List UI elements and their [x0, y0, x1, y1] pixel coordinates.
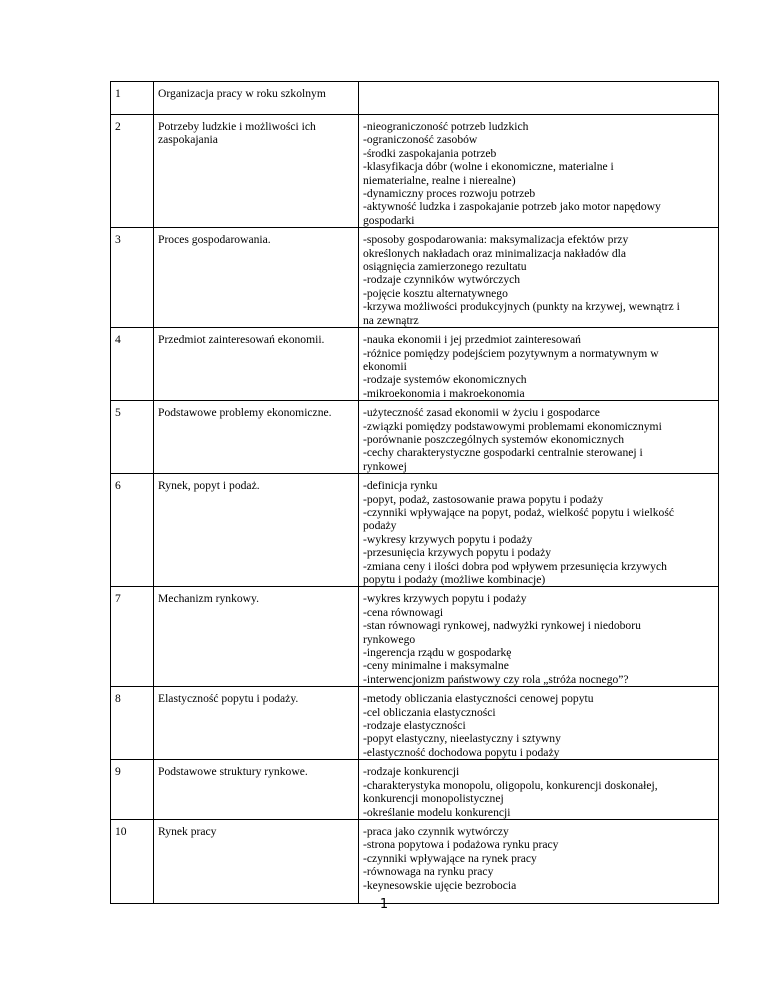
content-cell — [359, 328, 719, 401]
content-line: -klasyfikacja dóbr (wolne i ekonomiczne, materialne i — [363, 160, 614, 174]
content-line: podaży — [363, 519, 397, 533]
topic-title: Organizacja pracy w roku szkolnym — [158, 87, 326, 100]
content-line: gospodarki — [363, 213, 415, 227]
content-line: -rodzaje systemów ekonomicznych — [363, 373, 527, 387]
topic-cell — [154, 401, 359, 474]
content-line: rynkowego — [363, 632, 416, 646]
topic-cell — [154, 474, 359, 587]
content-line: -cechy charakterystyczne gospodarki centralnie sterowanej i — [363, 446, 643, 460]
content-line: popytu i podaży (możliwe kombinacje) — [363, 573, 546, 586]
row-number: 10 — [111, 819, 154, 903]
content-cell — [359, 587, 719, 687]
content-cell — [359, 474, 719, 587]
table-row — [111, 228, 719, 328]
row-number: 7 — [111, 587, 154, 687]
row-number: 3 — [111, 228, 154, 328]
content-line: określonych nakładach oraz minimalizacja nakładów dla — [363, 246, 627, 260]
row-number: 9 — [111, 760, 154, 820]
content-cell — [359, 687, 719, 760]
content-cell — [359, 82, 719, 115]
content-line: -definicja rynku — [363, 479, 438, 493]
row-number: 8 — [111, 687, 154, 760]
content-line: -związki pomiędzy podstawowymi problemami ekonomicznymi — [363, 419, 662, 433]
row-number: 6 — [111, 474, 154, 587]
content-line: -wykres krzywych popytu i podaży — [363, 592, 527, 606]
content-line: -ingerencja rządu w gospodarkę — [363, 646, 512, 660]
content-line: -wykresy krzywych popytu i podaży — [363, 532, 533, 546]
content-line: -elastyczność dochodowa popytu i podaży — [363, 745, 560, 759]
content-line: -keynesowskie ujęcie bezrobocia — [363, 878, 517, 892]
topic-cell — [154, 115, 359, 228]
table-row — [111, 587, 719, 687]
table-row — [111, 115, 719, 228]
topic-cell — [154, 819, 359, 903]
content-line: -ograniczoność zasobów — [363, 133, 478, 147]
table-row — [111, 328, 719, 401]
table-row — [111, 687, 719, 760]
content-line: niematerialne, realne i nierealne) — [363, 173, 516, 187]
content-line: -cel obliczania elastyczności — [363, 705, 496, 719]
row-number: 2 — [111, 115, 154, 228]
content-line: -różnice pomiędzy podejściem pozytywnym a normatywnym w — [363, 346, 659, 360]
content-line: -porównanie poszczególnych systemów ekonomicznych — [363, 432, 625, 446]
content-line: -charakterystyka monopolu, oligopolu, konkurencji doskonałej, — [363, 778, 658, 792]
row-number: 1 — [111, 82, 154, 115]
content-line: -pojęcie kosztu alternatywnego — [363, 286, 508, 300]
content-line: -aktywność ludzka i zaspokajanie potrzeb jako motor napędowy — [363, 200, 661, 214]
content-line: -sposoby gospodarowania: maksymalizacja efektów przy — [363, 233, 629, 247]
content-line: -dynamiczny proces rozwoju potrzeb — [363, 187, 536, 201]
table-row — [111, 82, 719, 115]
content-cell — [359, 819, 719, 903]
content-line: -przesunięcia krzywych popytu i podaży — [363, 546, 552, 560]
row-number: 5 — [111, 401, 154, 474]
topic-title: Przedmiot zainteresowań ekonomii. — [158, 333, 325, 347]
content-line: -krzywa możliwości produkcyjnych (punkty na krzywej, wewnątrz i — [363, 300, 680, 314]
content-line: na zewnątrz — [363, 313, 419, 327]
content-line: -rodzaje elastyczności — [363, 719, 466, 733]
topic-cell — [154, 328, 359, 401]
curriculum-table — [110, 81, 719, 904]
content-line: ekonomii — [363, 359, 407, 373]
row-number: 4 — [111, 328, 154, 401]
topic-cell — [154, 587, 359, 687]
content-cell — [359, 228, 719, 328]
page-number: 1 — [379, 897, 389, 912]
content-line: -interwencjonizm państwowy czy rola „stróża nocnego”? — [363, 672, 629, 686]
table-row — [111, 760, 719, 820]
content-line: -określanie modelu konkurencji — [363, 805, 511, 819]
content-line: -praca jako czynnik wytwórczy — [363, 824, 509, 838]
topic-title: Rynek, popyt i podaż. — [158, 479, 260, 493]
content-line: -czynniki wpływające na popyt, podaż, wielkość popytu i wielkość — [363, 505, 675, 519]
topic-cell — [154, 228, 359, 328]
topic-title: Potrzeby ludzkie i możliwości ich zaspokajania — [158, 120, 316, 147]
content-cell — [359, 401, 719, 474]
content-line: -rodzaje czynników wytwórczych — [363, 273, 521, 287]
topic-title: Rynek pracy — [158, 824, 217, 838]
content-line: -nauka ekonomii i jej przedmiot zainteresowań — [363, 333, 581, 347]
content-line: -stan równowagi rynkowej, nadwyżki rynkowej i niedoboru — [363, 619, 641, 633]
content-line: osiągnięcia zamierzonego rezultatu — [363, 260, 527, 274]
topic-cell — [154, 760, 359, 820]
topic-title: Elastyczność popytu i podaży. — [158, 692, 299, 706]
topic-cell — [154, 82, 359, 115]
content-line: -cena równowagi — [363, 605, 444, 619]
content-line: -środki zaspokajania potrzeb — [363, 146, 497, 160]
content-line: -użyteczność zasad ekonomii w życiu i gospodarce — [363, 406, 600, 420]
content-line: -ceny minimalne i maksymalne — [363, 659, 509, 673]
content-line: rynkowej — [363, 459, 407, 473]
topic-title: Podstawowe problemy ekonomiczne. — [158, 406, 332, 420]
content-line: -równowaga na rynku pracy — [363, 865, 494, 879]
table-row — [111, 474, 719, 587]
topic-cell — [154, 687, 359, 760]
content-cell — [359, 760, 719, 820]
topic-title: Mechanizm rynkowy. — [158, 592, 259, 606]
content-line: -strona popytowa i podażowa rynku pracy — [363, 838, 559, 852]
content-line: -czynniki wpływające na rynek pracy — [363, 851, 537, 865]
topic-title: Podstawowe struktury rynkowe. — [158, 765, 308, 779]
content-line: -popyt elastyczny, nieelastyczny i sztywny — [363, 732, 561, 746]
content-line: -popyt, podaż, zastosowanie prawa popytu i podaży — [363, 492, 604, 506]
content-line: -mikroekonomia i makroekonomia — [363, 386, 525, 400]
content-line: -nieograniczoność potrzeb ludzkich — [363, 120, 529, 133]
curriculum-table-body — [111, 82, 719, 904]
table-row — [111, 401, 719, 474]
content-cell — [359, 115, 719, 228]
content-line: konkurencji monopolistycznej — [363, 792, 504, 806]
content-line: -metody obliczania elastyczności cenowej popytu — [363, 692, 594, 706]
content-line: -rodzaje konkurencji — [363, 765, 460, 779]
table-row — [111, 819, 719, 903]
topic-title: Proces gospodarowania. — [158, 233, 271, 247]
content-line: -zmiana ceny i ilości dobra pod wpływem przesunięcia krzywych — [363, 559, 667, 573]
